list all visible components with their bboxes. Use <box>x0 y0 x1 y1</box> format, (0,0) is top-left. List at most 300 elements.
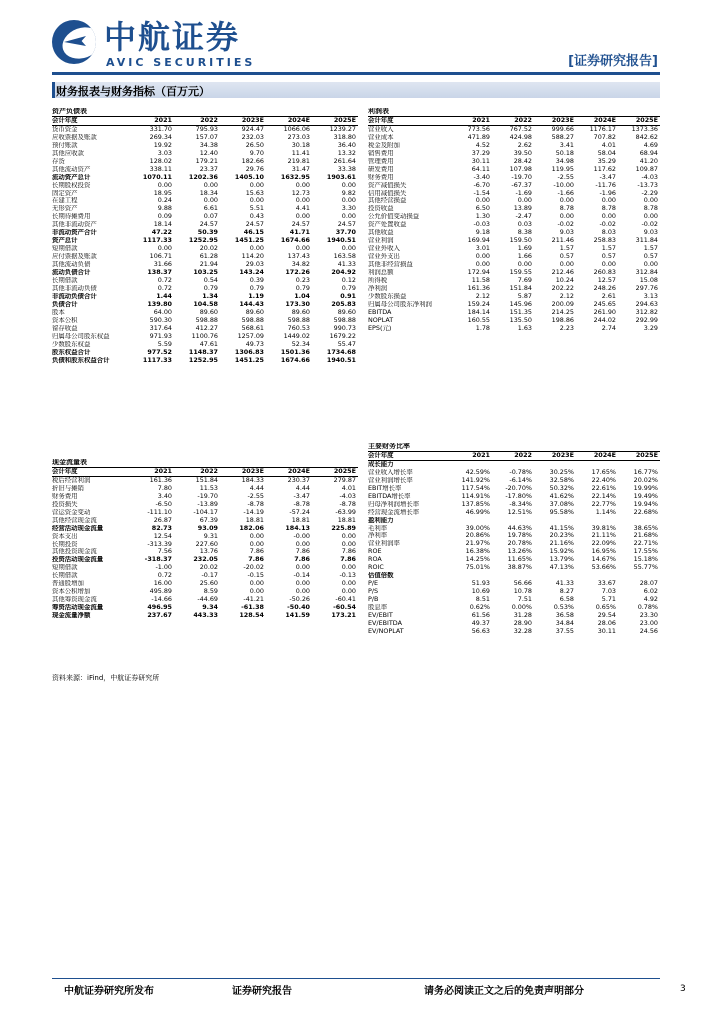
value-cell: 1252.95 <box>188 237 218 245</box>
value-cell: 20.02 <box>199 245 218 253</box>
value-cell: -50.40 <box>287 604 310 612</box>
row-label: 短期借款 <box>52 564 78 572</box>
table-row <box>52 150 358 158</box>
value-cell: 39.50 <box>513 149 532 157</box>
table-title: 现金流量表 <box>52 459 358 467</box>
table-row <box>52 158 358 166</box>
table-row <box>52 237 358 245</box>
value-cell: 588.27 <box>551 133 574 141</box>
table-row <box>368 580 660 588</box>
value-cell: -57.24 <box>289 508 310 516</box>
row-label: EV/EBIT <box>368 612 393 620</box>
value-cell: 41.15% <box>549 524 574 532</box>
table-row <box>52 501 358 509</box>
value-cell: -0.17 <box>201 572 218 580</box>
report-header <box>52 20 662 72</box>
value-cell: 41.71 <box>289 229 310 237</box>
value-cell: 39.81% <box>591 524 616 532</box>
row-label: 其他流动资产 <box>52 165 91 173</box>
value-cell: 95.58% <box>549 508 574 516</box>
value-cell: 1.69 <box>517 245 532 253</box>
value-cell: 6.58 <box>559 596 574 604</box>
value-cell: 338.11 <box>149 165 172 173</box>
value-cell: 0.00 <box>249 181 264 189</box>
value-cell: 15.63 <box>245 189 264 197</box>
value-cell: 1066.06 <box>283 125 310 133</box>
value-cell: 0.00 <box>341 564 356 572</box>
table-row <box>52 564 358 572</box>
value-cell: 12.57 <box>597 277 616 285</box>
value-cell: -4.03 <box>641 173 658 181</box>
table-row <box>368 134 660 142</box>
value-cell: 1674.66 <box>280 356 310 364</box>
value-cell: 89.60 <box>245 308 264 316</box>
row-label: EPS(元) <box>368 324 392 332</box>
value-cell <box>576 517 618 525</box>
value-cell: 20.78% <box>507 540 532 548</box>
value-cell: 18.34 <box>199 189 218 197</box>
value-cell: 1940.51 <box>326 356 356 364</box>
value-cell: 999.66 <box>551 125 574 133</box>
row-label: 税后经营利润 <box>52 476 91 484</box>
table-row <box>368 556 660 564</box>
table-row <box>52 580 358 588</box>
value-cell: 0.65% <box>595 604 616 612</box>
value-cell: 9.18 <box>475 229 490 237</box>
value-cell: 767.52 <box>509 125 532 133</box>
value-cell: -0.78% <box>509 468 532 476</box>
value-cell: 496.95 <box>147 604 172 612</box>
value-cell: 68.94 <box>639 149 658 157</box>
value-cell: 29.03 <box>245 261 264 269</box>
value-cell: 173.30 <box>285 300 310 308</box>
table-row <box>368 158 660 166</box>
value-cell: -14.66 <box>151 596 172 604</box>
row-label: EV/EBITDA <box>368 619 402 627</box>
value-cell: 311.84 <box>635 237 658 245</box>
value-cell: 16.00 <box>153 580 172 588</box>
value-cell: 1239.27 <box>329 125 356 133</box>
table-row <box>368 540 660 548</box>
value-cell: -19.70 <box>511 173 532 181</box>
value-cell: 13.79% <box>549 556 574 564</box>
value-cell: 2.23 <box>559 324 574 332</box>
value-cell: 61.56 <box>471 612 490 620</box>
value-cell: -104.17 <box>193 508 218 516</box>
row-label: 公允价值变动损益 <box>368 213 420 221</box>
value-cell: 1117.33 <box>142 237 172 245</box>
value-cell: 11.53 <box>199 484 218 492</box>
value-cell: 0.00 <box>341 580 356 588</box>
value-cell: -41.21 <box>243 596 264 604</box>
value-cell: 495.89 <box>149 588 172 596</box>
row-label: 筹资活动现金流量 <box>52 604 104 612</box>
value-cell: 9.34 <box>202 604 218 612</box>
column-header: 2024E <box>576 451 618 460</box>
row-label: 净利率 <box>368 532 388 540</box>
balance-sheet-table <box>52 108 358 365</box>
row-label: 营业收入增长率 <box>368 468 413 476</box>
value-cell: 20.23% <box>549 532 574 540</box>
value-cell: 89.60 <box>337 308 356 316</box>
value-cell: 971.93 <box>149 332 172 340</box>
value-cell: -11.76 <box>595 181 616 189</box>
table-row <box>52 213 358 221</box>
table-row <box>368 205 660 213</box>
value-cell: 8.27 <box>559 588 574 596</box>
value-cell: 3.30 <box>341 205 356 213</box>
row-label: 普通股增加 <box>52 580 84 588</box>
value-cell: 0.00 <box>295 213 310 221</box>
value-cell: 598.88 <box>333 316 356 324</box>
row-label: 营业外支出 <box>368 253 400 261</box>
value-cell <box>534 517 576 525</box>
column-header: 会计年度 <box>368 116 450 125</box>
value-cell: 1100.76 <box>191 332 218 340</box>
value-cell: 47.61 <box>199 340 218 348</box>
value-cell: 0.57 <box>559 253 574 261</box>
value-cell: 10.69 <box>471 588 490 596</box>
value-cell: 260.83 <box>593 269 616 277</box>
section-marker <box>52 82 55 98</box>
value-cell: 9.88 <box>157 205 172 213</box>
value-cell: 13.76 <box>199 548 218 556</box>
value-cell: -0.00 <box>293 532 310 540</box>
table-title: 主要财务比率 <box>368 443 660 451</box>
value-cell: 10.78 <box>513 588 532 596</box>
value-cell: 1.66 <box>517 253 532 261</box>
value-cell: 0.00 <box>295 197 310 205</box>
value-cell: 1176.17 <box>589 125 616 133</box>
value-cell: -0.02 <box>599 221 616 229</box>
value-cell: 56.66 <box>513 580 532 588</box>
row-label: EBIT增长率 <box>368 484 402 492</box>
row-label: 税金及附加 <box>368 141 400 149</box>
table-row <box>52 525 358 533</box>
value-cell: 1405.10 <box>234 173 264 181</box>
value-cell: 1.57 <box>559 245 574 253</box>
value-cell: 2.61 <box>601 292 616 300</box>
value-cell: -61.38 <box>241 604 264 612</box>
row-label: 短期借款 <box>52 245 78 253</box>
column-header: 2025E <box>618 116 660 125</box>
value-cell: 7.69 <box>517 277 532 285</box>
table-row <box>52 556 358 564</box>
value-cell: 10.24 <box>555 277 574 285</box>
table-row <box>52 293 358 301</box>
row-label: 长期借款 <box>52 277 78 285</box>
value-cell <box>492 460 534 468</box>
value-cell: 46.15 <box>243 229 264 237</box>
value-cell: 31.28 <box>513 612 532 620</box>
value-cell: 56.63 <box>471 627 490 635</box>
row-label: 营业利润 <box>368 237 394 245</box>
value-cell: 0.00 <box>643 197 658 205</box>
value-cell: 26.87 <box>153 516 172 524</box>
value-cell: 1451.25 <box>234 237 264 245</box>
column-header: 2023E <box>220 467 266 476</box>
value-cell: 0.00 <box>341 588 356 596</box>
table-row <box>52 612 358 620</box>
table-title-row <box>52 108 358 116</box>
table-row <box>368 477 660 485</box>
value-cell: 0.23 <box>295 277 310 285</box>
table-row <box>52 357 358 365</box>
value-cell: 184.33 <box>241 476 264 484</box>
value-cell: 0.72 <box>157 284 172 292</box>
value-cell: 0.00 <box>295 588 310 596</box>
value-cell: 22.40% <box>591 476 616 484</box>
value-cell: 16.95% <box>591 548 616 556</box>
value-cell: -0.13 <box>339 572 356 580</box>
value-cell: 114.20 <box>241 253 264 261</box>
value-cell: 202.22 <box>551 284 574 292</box>
value-cell: 3.40 <box>157 492 172 500</box>
value-cell: 273.03 <box>287 133 310 141</box>
value-cell: 0.62% <box>469 604 490 612</box>
value-cell: 318.80 <box>333 133 356 141</box>
value-cell: 13.89 <box>513 205 532 213</box>
row-label: P/S <box>368 588 379 596</box>
table-row <box>368 612 660 620</box>
value-cell: 471.89 <box>467 133 490 141</box>
value-cell: 151.35 <box>509 308 532 316</box>
value-cell: 19.92 <box>153 141 172 149</box>
value-cell: 0.24 <box>157 197 172 205</box>
value-cell: 128.54 <box>239 612 264 620</box>
row-label: 少数股东损益 <box>368 292 407 300</box>
column-header: 2024E <box>266 116 312 125</box>
table-row <box>368 142 660 150</box>
value-cell: 50.32% <box>549 484 574 492</box>
table-row <box>52 269 358 277</box>
value-cell: 0.79 <box>203 284 218 292</box>
column-header: 2023E <box>534 116 576 125</box>
table-row <box>368 469 660 477</box>
value-cell: 12.40 <box>199 149 218 157</box>
value-cell: 5.87 <box>517 292 532 300</box>
value-cell: 28.42 <box>513 157 532 165</box>
value-cell: 37.29 <box>471 149 490 157</box>
value-cell: 1.57 <box>643 245 658 253</box>
row-label: 营业利润增长率 <box>368 476 413 484</box>
value-cell: 1.04 <box>294 292 310 300</box>
value-cell: 18.81 <box>245 516 264 524</box>
row-label: 其他筹资现金流 <box>52 596 97 604</box>
value-cell: 7.86 <box>249 548 264 556</box>
row-label: 其他经营现金流 <box>52 516 97 524</box>
value-cell: 159.55 <box>509 269 532 277</box>
value-cell: 0.00 <box>643 213 658 221</box>
value-cell: 9.82 <box>341 189 356 197</box>
table-row <box>368 628 660 636</box>
value-cell: 297.76 <box>635 284 658 292</box>
footer-disclaimer: 请务必阅读正文之后的免责声明部分 <box>424 986 584 997</box>
table-row <box>52 485 358 493</box>
value-cell: 1117.33 <box>142 356 172 364</box>
value-cell: 7.86 <box>340 556 356 564</box>
value-cell: 0.00 <box>249 532 264 540</box>
value-cell: 1.30 <box>475 213 490 221</box>
financial-ratios-table <box>368 443 660 636</box>
row-label: EV/NOPLAT <box>368 627 404 635</box>
value-cell: 0.00 <box>341 197 356 205</box>
value-cell: 22.68% <box>633 508 658 516</box>
value-cell: 0.00 <box>341 532 356 540</box>
value-cell: 4.52 <box>475 141 490 149</box>
value-cell: 18.14 <box>153 221 172 229</box>
value-cell: 11.65% <box>507 556 532 564</box>
value-cell: 128.02 <box>149 157 172 165</box>
row-label: 资本支出 <box>52 532 78 540</box>
table-row <box>52 493 358 501</box>
table-row <box>52 509 358 517</box>
value-cell: 232.03 <box>241 133 264 141</box>
value-cell: 0.72 <box>157 277 172 285</box>
table-title-row <box>368 108 660 116</box>
row-label: 资本公积 <box>52 316 78 324</box>
column-header: 会计年度 <box>52 467 128 476</box>
value-cell: 44.63% <box>507 524 532 532</box>
value-cell: 182.06 <box>239 524 264 532</box>
table-row <box>52 317 358 325</box>
value-cell: 17.55% <box>633 548 658 556</box>
value-cell: 292.99 <box>635 316 658 324</box>
table-row <box>368 509 660 517</box>
value-cell: 5.71 <box>601 596 616 604</box>
value-cell: 1679.22 <box>329 332 356 340</box>
value-cell: 47.13% <box>549 564 574 572</box>
row-label: 归母净利润增长率 <box>368 500 420 508</box>
value-cell: 6.50 <box>475 205 490 213</box>
row-label: 股东权益合计 <box>52 348 91 356</box>
table-row <box>368 197 660 205</box>
row-label: 流动负债合计 <box>52 269 91 277</box>
value-cell: 1903.61 <box>326 173 356 181</box>
row-label: 信用减值损失 <box>368 189 407 197</box>
row-label: 其他经营损益 <box>368 197 407 205</box>
value-cell: 0.54 <box>203 277 218 285</box>
value-cell: 160.55 <box>467 316 490 324</box>
value-cell: 33.38 <box>337 165 356 173</box>
row-label: 财务费用 <box>52 492 78 500</box>
table-row <box>368 277 660 285</box>
row-label: 经营现金流增长率 <box>368 508 420 516</box>
value-cell: -8.34% <box>509 500 532 508</box>
value-cell: 1501.36 <box>280 348 310 356</box>
value-cell: -8.78 <box>293 500 310 508</box>
value-cell: 29.76 <box>245 165 264 173</box>
value-cell: -60.54 <box>333 604 356 612</box>
value-cell: 15.92% <box>549 548 574 556</box>
value-cell: 16.77% <box>633 468 658 476</box>
row-label: 利润总额 <box>368 269 394 277</box>
value-cell: 312.82 <box>635 308 658 316</box>
value-cell: 20.02% <box>633 476 658 484</box>
value-cell: 294.63 <box>635 300 658 308</box>
value-cell: 119.95 <box>551 165 574 173</box>
value-cell: 109.87 <box>635 165 658 173</box>
value-cell: 117.54% <box>461 484 490 492</box>
value-cell: 0.00 <box>295 181 310 189</box>
row-label: 资产总计 <box>52 237 78 245</box>
value-cell: -44.69 <box>197 596 218 604</box>
value-cell: 3.29 <box>643 324 658 332</box>
table-row <box>368 253 660 261</box>
value-cell: 412.27 <box>195 324 218 332</box>
value-cell: 30.11 <box>597 627 616 635</box>
value-cell: 135.50 <box>509 316 532 324</box>
table-row <box>52 541 358 549</box>
row-label: 成长能力 <box>368 460 394 468</box>
value-cell: 1252.95 <box>188 356 218 364</box>
value-cell: 424.98 <box>509 133 532 141</box>
avic-logo-icon <box>52 20 96 64</box>
value-cell: 0.00 <box>249 580 264 588</box>
value-cell: 52.34 <box>291 340 310 348</box>
table-row <box>368 125 660 133</box>
value-cell: 0.53% <box>553 604 574 612</box>
value-cell: 0.00 <box>295 564 310 572</box>
value-cell: 8.78 <box>601 205 616 213</box>
column-header: 2025E <box>312 467 358 476</box>
table-row <box>52 197 358 205</box>
value-cell: 21.68% <box>633 532 658 540</box>
value-cell: 36.40 <box>337 141 356 149</box>
value-cell: 1.44 <box>156 292 172 300</box>
value-cell: -13.89 <box>197 500 218 508</box>
value-cell: 0.00 <box>601 213 616 221</box>
value-cell: 8.78 <box>559 205 574 213</box>
value-cell: 41.33 <box>555 580 574 588</box>
column-header: 2022 <box>174 116 220 125</box>
value-cell: -6.50 <box>155 500 172 508</box>
value-cell: 182.66 <box>241 157 264 165</box>
table-row <box>368 596 660 604</box>
value-cell: 139.80 <box>147 300 172 308</box>
value-cell: 4.92 <box>643 596 658 604</box>
value-cell: -17.80% <box>505 492 532 500</box>
value-cell: 0.91 <box>340 292 356 300</box>
column-header: 2021 <box>128 467 174 476</box>
table-row <box>368 285 660 293</box>
column-header: 会计年度 <box>368 451 450 460</box>
value-cell: 31.47 <box>291 165 310 173</box>
value-cell: 2.12 <box>559 292 574 300</box>
table-row <box>368 261 660 269</box>
value-cell: 24.57 <box>291 221 310 229</box>
table-row <box>368 309 660 317</box>
value-cell: 184.13 <box>285 524 310 532</box>
table-row <box>52 134 358 142</box>
value-cell: -8.78 <box>247 500 264 508</box>
table-title-row <box>52 459 358 467</box>
table-header-row <box>368 451 660 460</box>
row-label: 无形资产 <box>52 205 78 213</box>
value-cell: 0.00 <box>157 181 172 189</box>
table-row <box>52 596 358 604</box>
value-cell: 0.00 <box>643 261 658 269</box>
value-cell: 6.02 <box>643 588 658 596</box>
value-cell: 0.79 <box>295 284 310 292</box>
value-cell: 7.86 <box>295 548 310 556</box>
value-cell: -3.47 <box>599 173 616 181</box>
value-cell: -14.19 <box>243 508 264 516</box>
value-cell: -63.99 <box>335 508 356 516</box>
value-cell: -313.39 <box>147 540 172 548</box>
value-cell: 8.59 <box>203 588 218 596</box>
value-cell: 145.96 <box>509 300 532 308</box>
